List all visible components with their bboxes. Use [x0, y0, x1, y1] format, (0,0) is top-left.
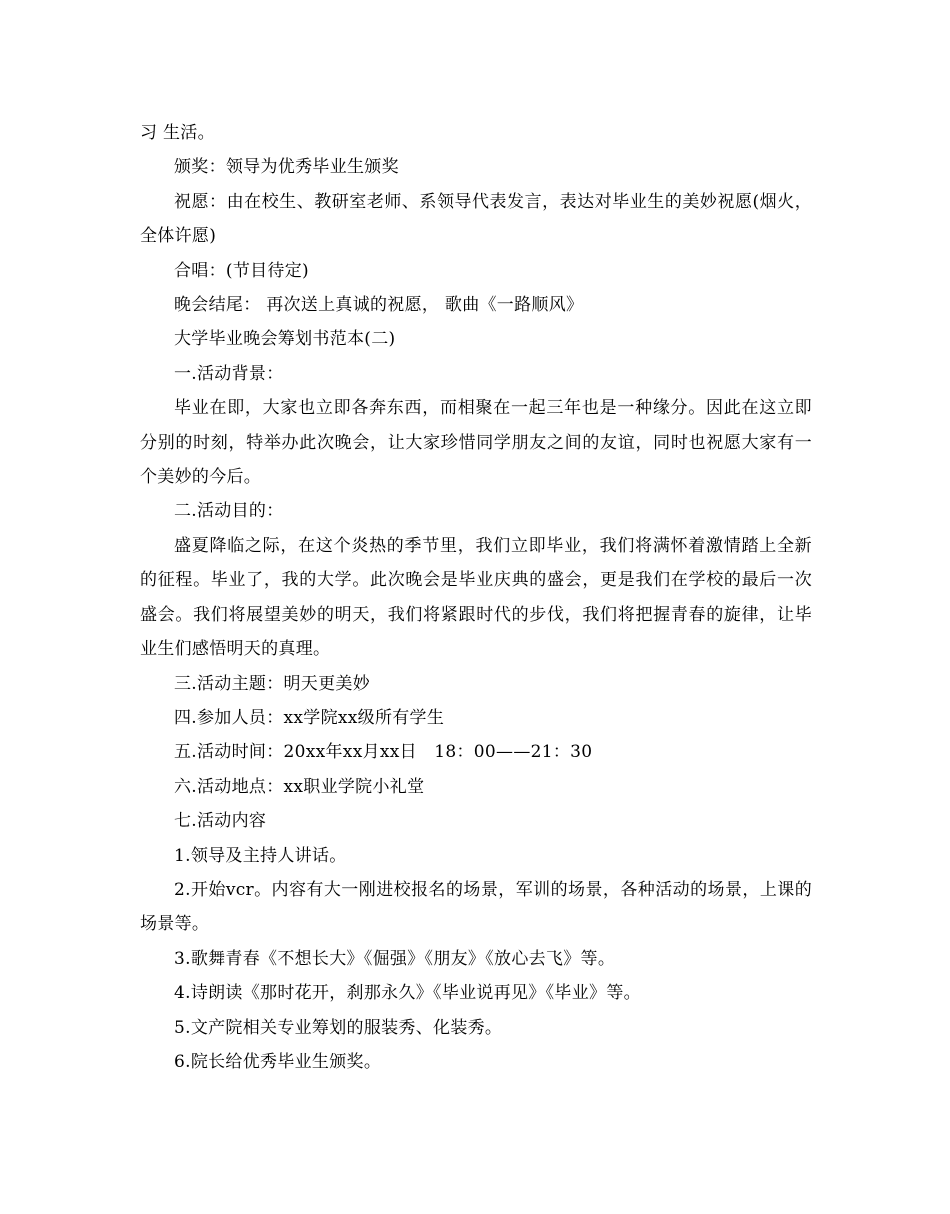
list-item-3: 3.歌舞青春《不想长大》《倔强》《朋友》《放心去飞》等。: [174, 948, 616, 969]
section-title: 大学毕业晚会筹划书范本(二): [174, 329, 396, 350]
document-body: [140, 116, 812, 1079]
list-item-2: 2.开始vcr。内容有大一刚进校报名的场景，军训的场景，各种活动的场景，上课的场景等。: [140, 879, 812, 935]
paragraph-background: 毕业在即，大家也立即各奔东西，而相聚在一起三年也是一种缘分。因此在这立即分别的时刻，特举办此次晚会，让大家珍惜同学朋友之间的友谊，同时也祝愿大家有一个美妙的今后。: [140, 398, 812, 488]
item-participants: 四.参加人员：xx学院xx级所有学生: [174, 707, 445, 728]
paragraph-wishes: 祝愿：由在校生、教研室老师、系领导代表发言，表达对毕业生的美妙祝愿(烟火，全体许愿): [140, 191, 812, 247]
list-item-1: 1.领导及主持人讲话。: [174, 845, 347, 866]
item-location: 六.活动地点：xx职业学院小礼堂: [174, 776, 425, 797]
paragraph-purpose: 盛夏降临之际，在这个炎热的季节里，我们立即毕业，我们将满怀着激情踏上全新的征程。毕业了，我的大学。此次晚会是毕业庆典的盛会，更是我们在学校的最后一次盛会。我们将展望美妙的明天，我们将紧跟时代的步伐，我们将把握青春的旋律，让毕业生们感悟明天的真理。: [140, 535, 812, 660]
heading-content: 七.活动内容: [174, 811, 267, 832]
paragraph-chorus: 合唱：(节目待定): [174, 260, 309, 281]
paragraph-continuation: 习 生活。: [140, 123, 215, 143]
list-item-5: 5.文产院相关专业筹划的服装秀、化装秀。: [174, 1017, 503, 1038]
list-item-6: 6.院长给优秀毕业生颁奖。: [174, 1051, 382, 1072]
paragraph-ending: 晚会结尾： 再次送上真诚的祝愿， 歌曲《一路顺风》: [174, 295, 584, 316]
item-theme: 三.活动主题：明天更美妙: [174, 673, 371, 694]
item-time: 五.活动时间：20xx年xx月xx日 18：00——21：30: [174, 742, 593, 763]
heading-purpose: 二.活动目的：: [174, 501, 284, 522]
paragraph-award: 颁奖：领导为优秀毕业生颁奖: [174, 157, 399, 178]
heading-background: 一.活动背景：: [174, 363, 284, 384]
list-item-4: 4.诗朗读《那时花开，刹那永久》《毕业说再见》《毕业》等。: [174, 983, 641, 1004]
